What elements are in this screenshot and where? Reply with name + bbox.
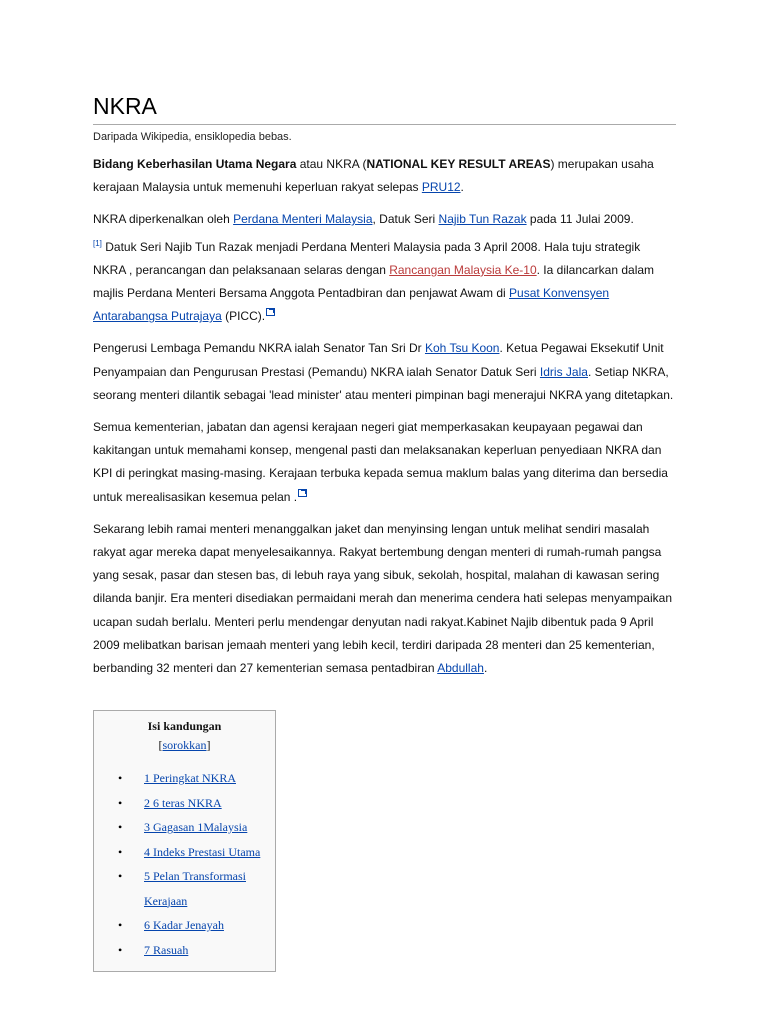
toc-link-indeks[interactable]: 4 Indeks Prestasi Utama <box>144 844 261 859</box>
toc-link-peringkat-nkra[interactable]: 1 Peringkat NKRA <box>144 771 236 785</box>
toc-hide-link[interactable]: sorokkan <box>162 738 207 752</box>
toc-title: Isi kandungan <box>147 719 222 733</box>
toc-link-6-teras[interactable]: 2 6 teras NKRA <box>144 795 222 810</box>
toc-item <box>94 840 275 865</box>
paragraph-3: Pengerusi Lembaga Pemandu NKRA ialah Senator Tan Sri Dr Koh Tsu Koon. Ketua Pegawai Eksekutif Unit Penyampaian dan Pengurusan Prestasi (Pemandu) NKRA ialah Senator Datuk Seri Idris Jala. Setiap NKRA, seorang menteri dilantik sebagai 'lead minister' atau menteri pimpinan bagi menerajui NKRA yang ditetapkan. <box>93 341 674 402</box>
toc-link-gagasan[interactable]: 3 Gagasan 1Malaysia <box>144 820 248 834</box>
bold-term: Bidang Keberhasilan Utama Negara <box>93 157 297 171</box>
link-abdullah[interactable]: Abdullah <box>437 661 484 676</box>
link-idris-jala[interactable]: Idris Jala <box>539 364 588 379</box>
table-of-contents <box>93 710 276 972</box>
reference-1[interactable]: [1] <box>93 238 102 248</box>
site-subtitle: Daripada Wikipedia, ensiklopedia bebas. <box>93 131 292 143</box>
external-link-icon[interactable] <box>298 489 307 497</box>
toc-link-pelan[interactable]: 5 Pelan Transformasi Kerajaan <box>144 869 246 908</box>
toc-toggle: [sorokkan] <box>158 738 211 752</box>
paragraph-5: Sekarang lebih ramai menteri menanggalkan jaket dan menyinsing lengan untuk melihat sendiri masalah rakyat agar mereka dapat menyelesaikannya. Rakyat bertembung dengan menteri di rumah-rumah pangsa yang sesak, pasar dan stesen bas, di lebuh raya yang sibuk, sekolah, hospital, malahan di kawasan sering dilanda banjir. Era menteri disediakan permaidani merah dan menerima cendera hati selepas menyampaikan ucapan sudah berlalu. Menteri perlu mendengar denyutan nadi rakyat.Kabinet Najib dibentuk pada 9 April 2009 melibatkan barisan jemaah menteri yang lebih kecil, terdiri daripada 28 menteri dan 25 kementerian, berbanding 32 menteri dan 27 kementerian semasa pentadbiran Abdullah. <box>93 521 672 676</box>
bold-term-english: NATIONAL KEY RESULT AREAS <box>366 157 551 171</box>
link-pru12[interactable]: PRU12 <box>421 180 461 195</box>
toc-link-jenayah[interactable]: 6 Kadar Jenayah <box>144 918 224 932</box>
paragraph-2: NKRA diperkenalkan oleh Perdana Menteri Malaysia, Datuk Seri Najib Tun Razak pada 11 Julai 2009. [1] Datuk Seri Najib Tun Razak menjadi Perdana Menteri Malaysia pada 3 April 2008. Hala tuju strategik NKRA , perancangan dan pelaksanaan selaras dengan Rancangan Malaysia Ke-10. Ia dilancarkan dalam majlis Perdana Menteri Bersama Anggota Pentadbiran dan penjawat Awam di Pusat Konvensyen Antarabangsa Putrajaya (PICC). <box>93 212 655 324</box>
link-najib[interactable]: Najib Tun Razak <box>438 212 527 227</box>
toc-item <box>94 864 275 913</box>
toc-link-rasuah[interactable]: 7 Rasuah <box>144 942 189 957</box>
toc-item <box>94 938 275 963</box>
toc-item <box>94 791 275 816</box>
page-title: NKRA <box>93 92 676 125</box>
external-link-icon[interactable] <box>266 308 275 316</box>
toc-item <box>94 766 275 791</box>
paragraph-4: Semua kementerian, jabatan dan agensi kerajaan negeri giat memperkasakan keupayaan pegawai dan kakitangan untuk memahami konsep, mengenal pasti dan melaksanakan keperluan penyediaan NKRA dan KPI di peringkat masing-masing. Kerajaan terbuka kepada semua maklum balas yang diterima dan bersedia untuk merealisasikan kesemua pelan . <box>93 420 668 504</box>
link-perdana-menteri[interactable]: Perdana Menteri Malaysia <box>233 212 373 227</box>
article-content <box>93 92 676 689</box>
paragraph-1: Bidang Keberhasilan Utama Negara atau NKRA (NATIONAL KEY RESULT AREAS) merupakan usaha kerajaan Malaysia untuk memenuhi keperluan rakyat selepas PRU12. <box>93 157 654 195</box>
toc-list <box>94 766 275 962</box>
link-rmk10[interactable]: Rancangan Malaysia Ke-10 <box>389 262 537 277</box>
toc-item <box>94 913 275 938</box>
link-picc[interactable]: Pusat Konvensyen Antarabangsa Putrajaya <box>93 286 610 324</box>
link-koh-tsu-koon[interactable]: Koh Tsu Koon <box>424 341 500 356</box>
toc-item <box>94 815 275 840</box>
